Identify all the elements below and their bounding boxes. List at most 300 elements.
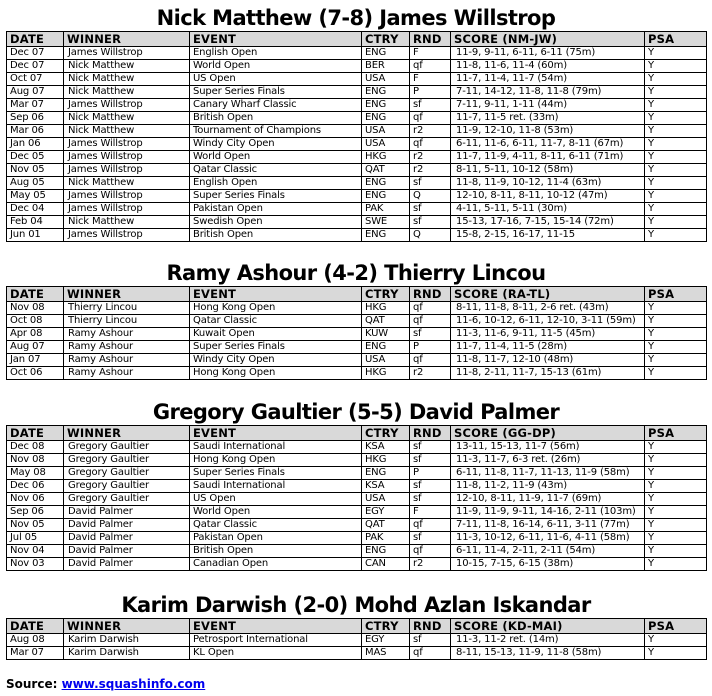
cell-date: Dec 05: [7, 151, 64, 164]
column-header-date: DATE: [7, 426, 64, 441]
column-header-date: DATE: [7, 32, 64, 47]
cell-ctry: MAS: [362, 647, 410, 660]
cell-date: Dec 04: [7, 203, 64, 216]
table-row: [7, 545, 707, 558]
cell-psa: Y: [645, 60, 707, 73]
column-header-score: SCORE (KD-MAI): [451, 619, 645, 634]
cell-event: Windy City Open: [190, 138, 362, 151]
cell-event: Saudi International: [190, 441, 362, 454]
cell-winner: James Willstrop: [64, 138, 190, 151]
cell-event: English Open: [190, 177, 362, 190]
cell-date: Jun 01: [7, 229, 64, 242]
cell-psa: Y: [645, 47, 707, 60]
table-row: [7, 441, 707, 454]
table-row: [7, 647, 707, 660]
cell-event: Pakistan Open: [190, 532, 362, 545]
table-row: [7, 341, 707, 354]
cell-ctry: ENG: [362, 190, 410, 203]
cell-rnd: F: [410, 73, 451, 86]
cell-ctry: PAK: [362, 203, 410, 216]
cell-event: Kuwait Open: [190, 328, 362, 341]
cell-winner: Karim Darwish: [64, 647, 190, 660]
cell-rnd: qf: [410, 647, 451, 660]
cell-rnd: qf: [410, 60, 451, 73]
cell-winner: Karim Darwish: [64, 634, 190, 647]
cell-ctry: SWE: [362, 216, 410, 229]
cell-rnd: Q: [410, 229, 451, 242]
cell-psa: Y: [645, 73, 707, 86]
cell-winner: Thierry Lincou: [64, 302, 190, 315]
h2h-section-matthew-willstrop: [6, 5, 706, 242]
cell-score: 8-11, 11-8, 8-11, 2-6 ret. (43m): [451, 302, 645, 315]
cell-ctry: KSA: [362, 480, 410, 493]
column-header-rnd: RND: [410, 287, 451, 302]
cell-date: Mar 07: [7, 647, 64, 660]
cell-psa: Y: [645, 467, 707, 480]
cell-event: US Open: [190, 493, 362, 506]
table-row: [7, 177, 707, 190]
cell-rnd: sf: [410, 480, 451, 493]
cell-date: Jan 06: [7, 138, 64, 151]
cell-rnd: sf: [410, 328, 451, 341]
cell-date: Nov 08: [7, 302, 64, 315]
table-row: [7, 125, 707, 138]
cell-ctry: QAT: [362, 315, 410, 328]
cell-score: 12-10, 8-11, 8-11, 10-12 (47m): [451, 190, 645, 203]
cell-ctry: USA: [362, 354, 410, 367]
cell-event: Windy City Open: [190, 354, 362, 367]
cell-score: 7-11, 14-12, 11-8, 11-8 (79m): [451, 86, 645, 99]
table-row: [7, 47, 707, 60]
cell-rnd: qf: [410, 138, 451, 151]
cell-winner: Ramy Ashour: [64, 328, 190, 341]
cell-winner: Nick Matthew: [64, 60, 190, 73]
cell-rnd: r2: [410, 151, 451, 164]
cell-event: Qatar Classic: [190, 519, 362, 532]
cell-score: 7-11, 11-8, 16-14, 6-11, 3-11 (77m): [451, 519, 645, 532]
cell-winner: James Willstrop: [64, 203, 190, 216]
cell-date: Sep 06: [7, 506, 64, 519]
cell-winner: David Palmer: [64, 532, 190, 545]
cell-score: 11-8, 11-9, 10-12, 11-4 (63m): [451, 177, 645, 190]
cell-score: 12-10, 8-11, 11-9, 11-7 (69m): [451, 493, 645, 506]
table-row: [7, 634, 707, 647]
column-header-date: DATE: [7, 287, 64, 302]
cell-winner: Gregory Gaultier: [64, 441, 190, 454]
cell-score: 8-11, 15-13, 11-9, 11-8 (58m): [451, 647, 645, 660]
cell-rnd: r2: [410, 125, 451, 138]
cell-ctry: QAT: [362, 519, 410, 532]
column-header-event: EVENT: [190, 426, 362, 441]
cell-rnd: sf: [410, 177, 451, 190]
cell-psa: Y: [645, 441, 707, 454]
cell-rnd: P: [410, 467, 451, 480]
table-row: [7, 229, 707, 242]
cell-ctry: ENG: [362, 112, 410, 125]
cell-score: 11-3, 11-6, 9-11, 11-5 (45m): [451, 328, 645, 341]
cell-rnd: F: [410, 506, 451, 519]
cell-ctry: KSA: [362, 441, 410, 454]
cell-psa: Y: [645, 532, 707, 545]
column-header-rnd: RND: [410, 619, 451, 634]
cell-psa: Y: [645, 229, 707, 242]
table-row: [7, 328, 707, 341]
table-header-row: [7, 287, 707, 302]
cell-psa: Y: [645, 634, 707, 647]
table-row: [7, 73, 707, 86]
cell-psa: Y: [645, 367, 707, 380]
cell-event: Pakistan Open: [190, 203, 362, 216]
head-to-head-title: Nick Matthew (7-8) James Willstrop: [156, 6, 556, 30]
cell-winner: Nick Matthew: [64, 216, 190, 229]
cell-ctry: EGY: [362, 634, 410, 647]
cell-winner: James Willstrop: [64, 190, 190, 203]
cell-winner: Nick Matthew: [64, 86, 190, 99]
cell-score: 11-9, 9-11, 6-11, 6-11 (75m): [451, 47, 645, 60]
cell-ctry: USA: [362, 125, 410, 138]
cell-event: Tournament of Champions: [190, 125, 362, 138]
cell-date: Nov 05: [7, 519, 64, 532]
cell-rnd: sf: [410, 216, 451, 229]
cell-psa: Y: [645, 647, 707, 660]
column-header-score: SCORE (GG-DP): [451, 426, 645, 441]
table-row: [7, 164, 707, 177]
table-row: [7, 493, 707, 506]
column-header-rnd: RND: [410, 426, 451, 441]
column-header-psa: PSA: [645, 32, 707, 47]
column-header-psa: PSA: [645, 619, 707, 634]
cell-winner: James Willstrop: [64, 47, 190, 60]
cell-rnd: qf: [410, 315, 451, 328]
table-row: [7, 367, 707, 380]
cell-date: Aug 07: [7, 341, 64, 354]
head-to-head-title: Ramy Ashour (4-2) Thierry Lincou: [166, 261, 546, 285]
cell-psa: Y: [645, 112, 707, 125]
source-line: [6, 677, 205, 691]
cell-psa: Y: [645, 519, 707, 532]
cell-ctry: PAK: [362, 532, 410, 545]
table-header-row: [7, 426, 707, 441]
results-table: [6, 31, 707, 242]
cell-ctry: ENG: [362, 86, 410, 99]
cell-rnd: r2: [410, 367, 451, 380]
cell-winner: Nick Matthew: [64, 73, 190, 86]
cell-rnd: sf: [410, 99, 451, 112]
cell-score: 11-7, 11-9, 4-11, 8-11, 6-11 (71m): [451, 151, 645, 164]
table-row: [7, 467, 707, 480]
cell-event: Canadian Open: [190, 558, 362, 571]
cell-ctry: EGY: [362, 506, 410, 519]
cell-winner: James Willstrop: [64, 99, 190, 112]
table-row: [7, 302, 707, 315]
cell-score: 15-8, 2-15, 16-17, 11-15: [451, 229, 645, 242]
source-link[interactable]: www.squashinfo.com: [61, 677, 206, 691]
cell-score: 11-8, 11-7, 12-10 (48m): [451, 354, 645, 367]
cell-date: May 08: [7, 467, 64, 480]
cell-ctry: ENG: [362, 467, 410, 480]
cell-event: World Open: [190, 60, 362, 73]
column-header-ctry: CTRY: [362, 32, 410, 47]
cell-event: World Open: [190, 151, 362, 164]
cell-ctry: ENG: [362, 47, 410, 60]
cell-psa: Y: [645, 328, 707, 341]
table-row: [7, 354, 707, 367]
column-header-winner: WINNER: [64, 287, 190, 302]
h2h-section-darwish-iskandar: [6, 592, 706, 660]
table-row: [7, 506, 707, 519]
cell-rnd: sf: [410, 454, 451, 467]
cell-rnd: sf: [410, 532, 451, 545]
cell-score: 11-3, 10-12, 6-11, 11-6, 4-11 (58m): [451, 532, 645, 545]
cell-ctry: ENG: [362, 177, 410, 190]
cell-winner: Gregory Gaultier: [64, 454, 190, 467]
cell-event: English Open: [190, 47, 362, 60]
cell-event: Hong Kong Open: [190, 454, 362, 467]
cell-rnd: qf: [410, 354, 451, 367]
cell-rnd: qf: [410, 519, 451, 532]
column-header-event: EVENT: [190, 619, 362, 634]
cell-rnd: qf: [410, 112, 451, 125]
cell-rnd: qf: [410, 302, 451, 315]
cell-date: Dec 07: [7, 47, 64, 60]
cell-rnd: P: [410, 341, 451, 354]
table-row: [7, 138, 707, 151]
results-table: [6, 425, 707, 571]
cell-ctry: USA: [362, 73, 410, 86]
cell-date: Aug 05: [7, 177, 64, 190]
cell-score: 15-13, 17-16, 7-15, 15-14 (72m): [451, 216, 645, 229]
cell-score: 6-11, 11-8, 11-7, 11-13, 11-9 (58m): [451, 467, 645, 480]
cell-event: Hong Kong Open: [190, 367, 362, 380]
cell-event: Hong Kong Open: [190, 302, 362, 315]
cell-event: British Open: [190, 545, 362, 558]
cell-event: Super Series Finals: [190, 86, 362, 99]
cell-event: Qatar Classic: [190, 164, 362, 177]
table-row: [7, 203, 707, 216]
cell-event: Qatar Classic: [190, 315, 362, 328]
cell-rnd: qf: [410, 545, 451, 558]
table-header-row: [7, 619, 707, 634]
cell-event: Super Series Finals: [190, 341, 362, 354]
column-header-winner: WINNER: [64, 32, 190, 47]
cell-date: Nov 05: [7, 164, 64, 177]
cell-score: 11-8, 11-6, 11-4 (60m): [451, 60, 645, 73]
column-header-date: DATE: [7, 619, 64, 634]
cell-date: Oct 06: [7, 367, 64, 380]
h2h-section-ashour-lincou: [6, 260, 706, 380]
column-header-winner: WINNER: [64, 619, 190, 634]
column-header-winner: WINNER: [64, 426, 190, 441]
cell-winner: Nick Matthew: [64, 177, 190, 190]
cell-score: 11-3, 11-2 ret. (14m): [451, 634, 645, 647]
column-header-psa: PSA: [645, 287, 707, 302]
table-row: [7, 60, 707, 73]
column-header-ctry: CTRY: [362, 426, 410, 441]
source-label: Source:: [6, 677, 58, 691]
cell-date: May 05: [7, 190, 64, 203]
cell-winner: James Willstrop: [64, 151, 190, 164]
cell-rnd: r2: [410, 558, 451, 571]
table-row: [7, 519, 707, 532]
cell-date: Aug 07: [7, 86, 64, 99]
cell-date: Mar 07: [7, 99, 64, 112]
cell-rnd: sf: [410, 634, 451, 647]
cell-ctry: KUW: [362, 328, 410, 341]
cell-psa: Y: [645, 506, 707, 519]
cell-date: Oct 07: [7, 73, 64, 86]
cell-event: Petrosport International: [190, 634, 362, 647]
cell-event: Super Series Finals: [190, 190, 362, 203]
cell-ctry: ENG: [362, 341, 410, 354]
cell-date: Dec 07: [7, 60, 64, 73]
cell-date: Nov 08: [7, 454, 64, 467]
cell-rnd: sf: [410, 493, 451, 506]
cell-score: 4-11, 5-11, 5-11 (30m): [451, 203, 645, 216]
table-row: [7, 190, 707, 203]
cell-event: Super Series Finals: [190, 467, 362, 480]
cell-event: Canary Wharf Classic: [190, 99, 362, 112]
cell-date: Sep 06: [7, 112, 64, 125]
cell-winner: David Palmer: [64, 506, 190, 519]
cell-psa: Y: [645, 480, 707, 493]
cell-date: Apr 08: [7, 328, 64, 341]
cell-event: British Open: [190, 112, 362, 125]
cell-ctry: ENG: [362, 545, 410, 558]
cell-score: 6-11, 11-6, 6-11, 11-7, 8-11 (67m): [451, 138, 645, 151]
cell-score: 11-3, 11-7, 6-3 ret. (26m): [451, 454, 645, 467]
cell-event: Saudi International: [190, 480, 362, 493]
cell-date: Dec 06: [7, 480, 64, 493]
cell-psa: Y: [645, 138, 707, 151]
cell-score: 11-7, 11-5 ret. (33m): [451, 112, 645, 125]
cell-ctry: QAT: [362, 164, 410, 177]
column-header-event: EVENT: [190, 287, 362, 302]
cell-psa: Y: [645, 216, 707, 229]
cell-psa: Y: [645, 341, 707, 354]
cell-event: Swedish Open: [190, 216, 362, 229]
cell-winner: David Palmer: [64, 545, 190, 558]
head-to-head-title: Gregory Gaultier (5-5) David Palmer: [152, 400, 560, 424]
cell-date: Feb 04: [7, 216, 64, 229]
cell-date: Jul 05: [7, 532, 64, 545]
cell-winner: Thierry Lincou: [64, 315, 190, 328]
cell-psa: Y: [645, 315, 707, 328]
cell-event: US Open: [190, 73, 362, 86]
cell-ctry: USA: [362, 493, 410, 506]
column-header-score: SCORE (NM-JW): [451, 32, 645, 47]
cell-winner: David Palmer: [64, 558, 190, 571]
cell-event: British Open: [190, 229, 362, 242]
cell-ctry: HKG: [362, 151, 410, 164]
cell-score: 6-11, 11-4, 2-11, 2-11 (54m): [451, 545, 645, 558]
cell-score: 11-9, 11-9, 9-11, 14-16, 2-11 (103m): [451, 506, 645, 519]
h2h-section-gaultier-palmer: [6, 399, 706, 571]
table-row: [7, 99, 707, 112]
cell-winner: Nick Matthew: [64, 112, 190, 125]
cell-date: Dec 08: [7, 441, 64, 454]
cell-score: 13-11, 15-13, 11-7 (56m): [451, 441, 645, 454]
cell-winner: James Willstrop: [64, 164, 190, 177]
cell-winner: Ramy Ashour: [64, 341, 190, 354]
cell-winner: Ramy Ashour: [64, 354, 190, 367]
table-row: [7, 112, 707, 125]
cell-date: Jan 07: [7, 354, 64, 367]
cell-winner: Gregory Gaultier: [64, 493, 190, 506]
cell-score: 10-15, 7-15, 6-15 (38m): [451, 558, 645, 571]
cell-date: Oct 08: [7, 315, 64, 328]
cell-rnd: P: [410, 86, 451, 99]
column-header-ctry: CTRY: [362, 619, 410, 634]
cell-psa: Y: [645, 558, 707, 571]
cell-ctry: BER: [362, 60, 410, 73]
column-header-psa: PSA: [645, 426, 707, 441]
cell-psa: Y: [645, 164, 707, 177]
cell-event: World Open: [190, 506, 362, 519]
cell-score: 11-7, 11-4, 11-5 (28m): [451, 341, 645, 354]
cell-ctry: HKG: [362, 302, 410, 315]
head-to-head-title: Karim Darwish (2-0) Mohd Azlan Iskandar: [121, 593, 591, 617]
cell-date: Nov 06: [7, 493, 64, 506]
cell-winner: James Willstrop: [64, 229, 190, 242]
cell-psa: Y: [645, 545, 707, 558]
table-row: [7, 216, 707, 229]
cell-psa: Y: [645, 190, 707, 203]
cell-ctry: USA: [362, 138, 410, 151]
cell-score: 11-8, 11-2, 11-9 (43m): [451, 480, 645, 493]
cell-score: 11-8, 2-11, 11-7, 15-13 (61m): [451, 367, 645, 380]
cell-psa: Y: [645, 125, 707, 138]
cell-event: KL Open: [190, 647, 362, 660]
table-row: [7, 532, 707, 545]
cell-ctry: HKG: [362, 454, 410, 467]
table-row: [7, 480, 707, 493]
cell-ctry: ENG: [362, 229, 410, 242]
column-header-ctry: CTRY: [362, 287, 410, 302]
cell-winner: Nick Matthew: [64, 125, 190, 138]
cell-winner: Ramy Ashour: [64, 367, 190, 380]
cell-winner: Gregory Gaultier: [64, 480, 190, 493]
cell-ctry: CAN: [362, 558, 410, 571]
cell-psa: Y: [645, 203, 707, 216]
table-row: [7, 315, 707, 328]
cell-psa: Y: [645, 454, 707, 467]
table-row: [7, 558, 707, 571]
cell-psa: Y: [645, 177, 707, 190]
cell-ctry: HKG: [362, 367, 410, 380]
cell-ctry: ENG: [362, 99, 410, 112]
table-row: [7, 86, 707, 99]
cell-date: Aug 08: [7, 634, 64, 647]
cell-score: 11-7, 11-4, 11-7 (54m): [451, 73, 645, 86]
cell-score: 7-11, 9-11, 1-11 (44m): [451, 99, 645, 112]
cell-score: 11-6, 10-12, 6-11, 12-10, 3-11 (59m): [451, 315, 645, 328]
cell-rnd: F: [410, 47, 451, 60]
cell-rnd: sf: [410, 441, 451, 454]
cell-date: Nov 04: [7, 545, 64, 558]
cell-psa: Y: [645, 151, 707, 164]
cell-score: 11-9, 12-10, 11-8 (53m): [451, 125, 645, 138]
cell-psa: Y: [645, 354, 707, 367]
cell-date: Nov 03: [7, 558, 64, 571]
results-table: [6, 286, 707, 380]
cell-psa: Y: [645, 86, 707, 99]
cell-psa: Y: [645, 302, 707, 315]
cell-psa: Y: [645, 493, 707, 506]
cell-rnd: Q: [410, 190, 451, 203]
results-table: [6, 618, 707, 660]
cell-winner: Gregory Gaultier: [64, 467, 190, 480]
cell-date: Mar 06: [7, 125, 64, 138]
